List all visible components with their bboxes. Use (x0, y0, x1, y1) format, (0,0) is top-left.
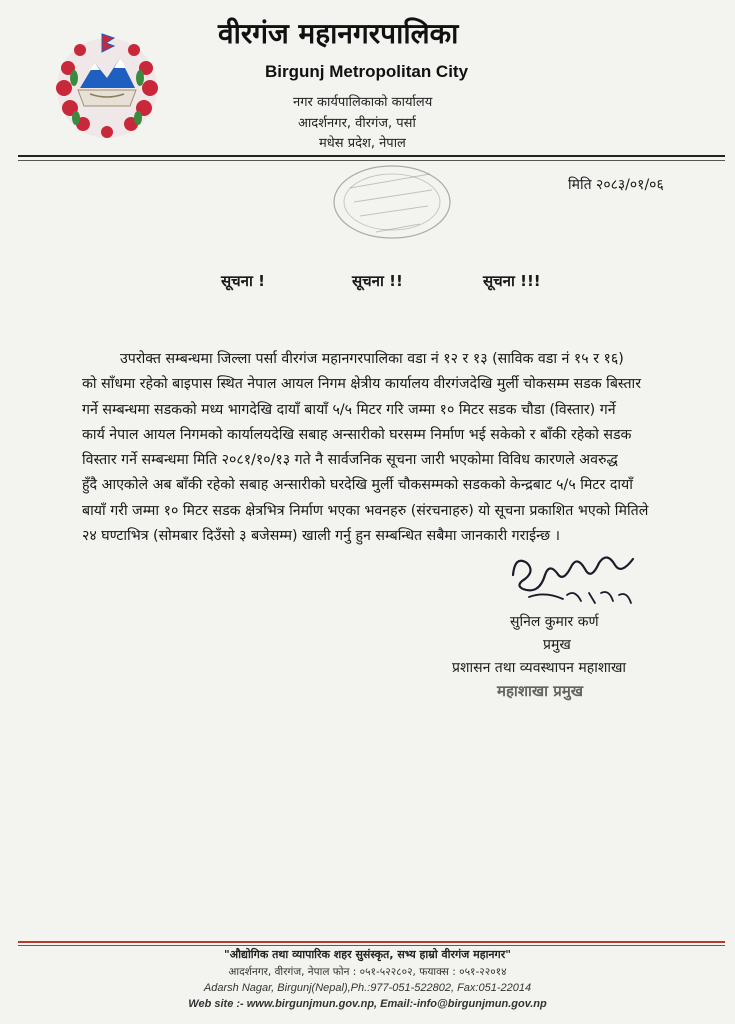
handwritten-signature (505, 545, 650, 615)
header-rule (18, 155, 725, 157)
footer-web-email: Web site :- www.birgunjmun.gov.np, Email:-info@birgunjmun.gov.np (188, 998, 547, 1010)
notice-heading-3: सूचना !!! (483, 272, 541, 290)
municipality-emblem (50, 28, 165, 143)
footer-address-en: Adarsh Nagar, Birgunj(Nepal),Ph.:977-051-522802, Fax:051-22014 (203, 982, 532, 994)
office-address: आदर्शनगर, वीरगंज, पर्सा (298, 116, 416, 131)
signatory-name: सुनिल कुमार कर्ण (510, 614, 599, 630)
body-line: गर्ने सम्बन्धमा सडकको मध्य भागदेखि दायाँ बायाँ ५/५ मिटर गरि जम्मा १० मिटर सडक चौडा (विस्तार) गर्ने (82, 401, 616, 418)
signatory-department: प्रशासन तथा व्यवस्थापन महाशाखा (452, 660, 627, 676)
office-province: मधेस प्रदेश, नेपाल (319, 136, 406, 151)
letter-date: मिति २०८३/०१/०६ (568, 177, 664, 193)
designation-stamp: महाशाखा प्रमुख (497, 682, 584, 700)
notice-heading-1: सूचना ! (221, 272, 265, 290)
municipality-title-np: वीरगंज महानगरपालिका (218, 17, 459, 50)
body-line: २४ घण्टाभित्र (सोमबार दिउँसो ३ बजेसम्म) खाली गर्नु हुन सम्बन्धित सबैमा जानकारी गराईन्छ । (82, 528, 560, 545)
body-line: हुँदै आएकोले अब बाँकी रहेको सबाह अन्सारीको घरदेखि मुर्ली चौकसम्मको सडकको केन्द्रबाट ५/५ मिटर दायाँ (82, 477, 633, 494)
footer-rule (18, 941, 725, 943)
footer-address-np: आदर्शनगर, वीरगंज, नेपाल फोन : ०५१-५२२८०२, फयाक्स : ०५१-२२०१४ (228, 966, 507, 978)
office-stamp-mark (320, 160, 460, 250)
notice-heading-2: सूचना !! (352, 272, 403, 290)
body-line: बायाँ गरी जम्मा १० मिटर सडक क्षेत्रभित्र निर्माण भएका भवनहरु (संरचनाहरु) यो सूचना प्रकाशित भएको मितिले (82, 502, 649, 519)
body-line: को साँधमा रहेको बाइपास स्थित नेपाल आयल निगम क्षेत्रीय कार्यालय वीरगंजदेखि मुर्ली चोकसम्म सडक बिस्तार (82, 376, 642, 393)
footer-motto: "औद्योगिक तथा व्यापारिक शहर सुसंस्कृत, सभ्य हाम्रो वीरगंज महानगर" (224, 948, 511, 961)
body-line: विस्तार गर्ने सम्बन्धमा मिति २०८१/१०/१३ गते नै सार्वजनिक सूचना जारी भएकोमा विविध कारणले अवरुद्ध (82, 452, 618, 469)
body-line: उपरोक्त सम्बन्धमा जिल्ला पर्सा वीरगंज महानगरपालिका वडा नं १२ र १३ (साविक वडा नं १५ र १६) (120, 351, 624, 367)
municipality-title-en: Birgunj Metropolitan City (265, 62, 469, 81)
body-line: कार्य नेपाल आयल निगमको कार्यालयदेखि सबाह अन्सारीको घरसम्म निर्माण भई सकेको र बाँकी रहेको सडक (82, 426, 632, 443)
footer-rule-thin (18, 945, 725, 946)
notice-body (82, 347, 677, 549)
office-name: नगर कार्यपालिकाको कार्यालय (293, 95, 433, 110)
signatory-role: प्रमुख (543, 637, 571, 653)
